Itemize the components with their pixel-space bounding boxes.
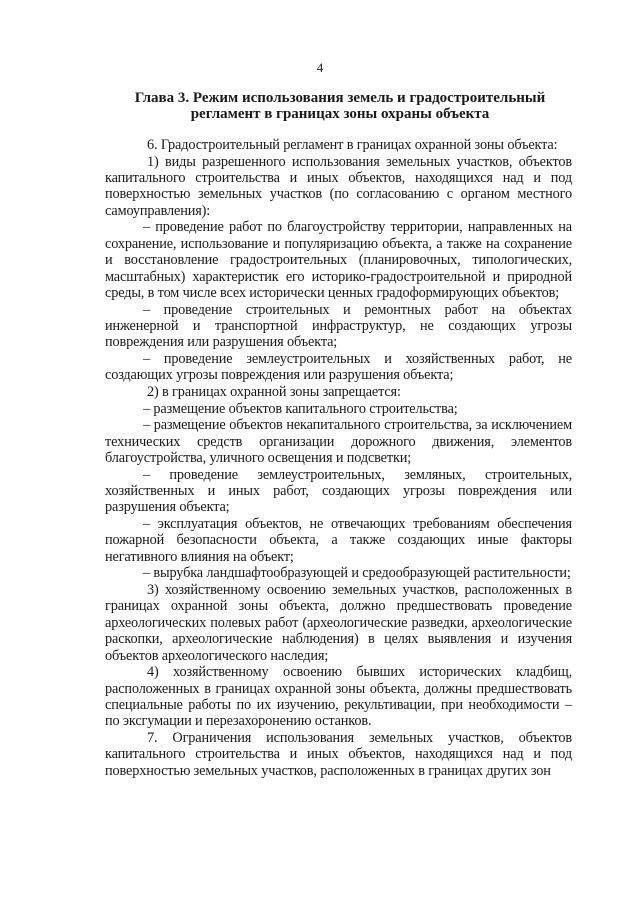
paragraph-dash-noncapital-objects: – размещение объектов некапитального строительства, за исключением технических средств организации дорожного движения, элементов благоустройства, уличного освещения и подсветки; xyxy=(105,417,572,467)
paragraph-item-1: 1) виды разрешенного использования земельных участков, объектов капитального строительства и иных объектов, находящихся над и под поверхностью земельных участков (по согласованию с органом местного самоуправления): xyxy=(105,153,572,219)
paragraph-dash-construction: – проведение строительных и ремонтных работ на объектах инженерной и транспортной инфраструктур, не создающих угрозы повреждения или разрушения объекта; xyxy=(105,301,572,351)
paragraph-dash-tree-cutting: – вырубка ландшафтообразующей и средообразующей растительности; xyxy=(143,565,571,582)
chapter-title-line-1: Глава 3. Режим использования земель и градостроительный xyxy=(134,90,546,106)
paragraph-dash-land-works: – проведение землеустроительных и хозяйственных работ, не создающих угрозы повреждения или разрушения объекта; xyxy=(105,351,572,384)
paragraph-item-3: 3) хозяйственному освоению земельных участков, расположенных в границах охранной зоны объекта, должно предшествовать проведение археологических полевых работ (археологические разведки, археологические раскопки, археологические наблюдения) в целях выявления и изучения объектов археологического наследия; xyxy=(105,582,572,664)
paragraph-dash-improvement: – проведение работ по благоустройству территории, направленных на сохранение, использование и популяризацию объекта, а также на сохранение и восстановление градостроительных (планировочных, типологических, масштабных) характеристик его историко-градостроительной и природной среды, в том числе всех исторически ценных градоформирующих объектов; xyxy=(105,219,572,302)
chapter-title xyxy=(120,90,560,122)
document-body xyxy=(105,137,572,779)
page-number: 4 xyxy=(316,60,324,75)
paragraph-dash-fire-safety: – эксплуатация объектов, не отвечающих требованиям обеспечения пожарной безопасности объекта, а также создающих иные факторы негативного влияния на объект; xyxy=(105,516,572,565)
paragraph-item-2: 2) в границах охранной зоны запрещается: xyxy=(147,384,401,401)
chapter-title-line-2: регламент в границах зоны охраны объекта xyxy=(190,106,490,122)
paragraph-section-7: 7. Ограничения использования земельных участков, объектов капитального строительства и иных объектов, находящихся над и под поверхностью земельных участков, расположенных в границах других зон xyxy=(105,730,572,779)
paragraph-dash-capital-objects: – размещение объектов капитального строительства; xyxy=(143,400,458,417)
paragraph-item-4: 4) хозяйственному освоению бывших исторических кладбищ, расположенных в границах охранной зоны объекта, должны предшествовать специальные работы по их изучению, рекультивации, при необходимости – по эксгумации и перезахоронению останков. xyxy=(105,664,572,730)
paragraph-section-6: 6. Градостроительный регламент в границах охранной зоны объекта: xyxy=(147,137,558,153)
paragraph-dash-earthworks: – проведение землеустроительных, земляных, строительных, хозяйственных и иных работ, создающих угрозы повреждения или разрушения объекта; xyxy=(105,466,572,516)
